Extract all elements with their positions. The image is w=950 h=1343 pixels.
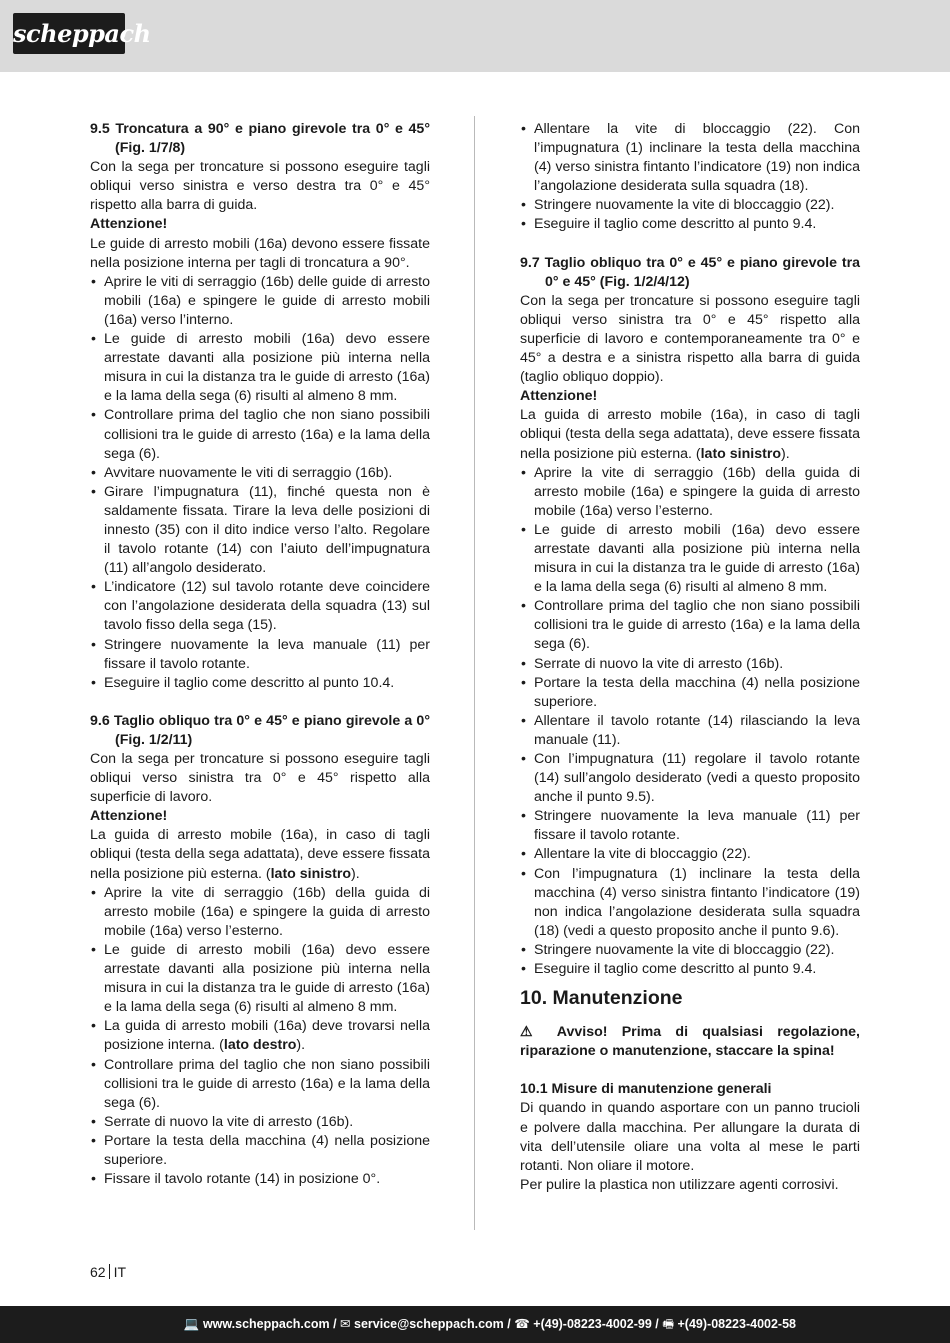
list-item: • Girare l’impugnatura (11), finché questa non è saldamente fissata. Tirare la leva delle posizioni di innesto (35) con il dito indice verso l’alto. Regolare il tavolo rotante (14) con l’aiuto dell’impugnatura (11) all’angolo desiderato. <box>90 483 430 578</box>
list-item: • Portare la testa della macchina (4) nella posizione superiore. <box>520 674 860 712</box>
list-item: • Controllare prima del taglio che non siano possibili collisioni tra le guide di arresto (16a) e la lama della sega (6). <box>90 1056 430 1113</box>
list-item: • Con l’impugnatura (11) regolare il tavolo rotante (14) sull’angolo desiderato (vedi a questo proposito anche il punto 9.5). <box>520 750 860 807</box>
section-10-1-heading: 10.1 Misure di manutenzione generali <box>520 1081 772 1098</box>
section-9-6-note: La guida di arresto mobile (16a), in caso di tagli obliqui (testa della sega adattata), deve essere fissata nella posizione più esterna. (lato sinistro). <box>90 827 430 882</box>
section-9-5-heading: 9.5 Troncatura a 90° e piano girevole tra 0° e 45° (Fig. 1/7/8) <box>90 121 430 157</box>
list-item: • Controllare prima del taglio che non siano possibili collisioni tra le guide di arresto (16a) e la lama della sega (6). <box>520 597 860 654</box>
email-link[interactable]: service@scheppach.com / <box>354 1317 511 1331</box>
section-9-6-steps <box>90 884 430 1190</box>
left-column <box>90 120 430 1189</box>
section-9-6-heading: 9.6 Taglio obliquo tra 0° e 45° e piano girevole a 0° (Fig. 1/2/11) <box>90 712 430 748</box>
brand-logo: scheppach <box>13 13 125 54</box>
page-header <box>0 0 950 72</box>
list-item: • Stringere nuovamente la leva manuale (11) per fissare il tavolo rotante. <box>90 636 430 674</box>
section-9-7-heading: 9.7 Taglio obliquo tra 0° e 45° e piano girevole tra 0° e 45° (Fig. 1/2/4/12) <box>520 254 860 290</box>
section-9-6-steps-continued <box>520 120 860 235</box>
list-item: • Aprire le viti di serraggio (16b) delle guide di arresto mobili (16a) e spingere le guide di arresto mobili (16a) verso l’interno. <box>90 273 430 330</box>
list-item: • Serrate di nuovo la vite di arresto (16b). <box>520 655 860 674</box>
list-item: • Allentare la vite di bloccaggio (22). <box>520 845 860 864</box>
section-9-5-note: Le guide di arresto mobili (16a) devono essere fissate nella posizione interna per tagli di troncatura a 90°. <box>90 235 430 271</box>
list-item: • L’indicatore (12) sul tavolo rotante deve coincidere con l’angolazione desiderata della squadra (13) sul tavolo fisso della sega (15). <box>90 578 430 635</box>
list-item: • Stringere nuovamente la vite di bloccaggio (22). <box>520 941 860 960</box>
list-item: • Eseguire il taglio come descritto al punto 10.4. <box>90 674 430 693</box>
list-item: • Portare la testa della macchina (4) nella posizione superiore. <box>90 1132 430 1170</box>
page-footer <box>0 1306 950 1343</box>
section-9-5-steps <box>90 273 430 693</box>
fax-icon: 🖷 <box>662 1317 675 1331</box>
list-item: • Le guide di arresto mobili (16a) devo essere arrestate davanti alla posizione più interna nella misura in cui la distanza tra le guide di arresto (16a) e la lama della sega (6) risulti al almeno 8 mm. <box>90 941 430 1017</box>
phone-number: +(49)-08223-4002-99 / <box>533 1317 659 1331</box>
list-item: • Allentare la vite di bloccaggio (22). Con l’impugnatura (1) inclinare la testa della macchina (4) verso sinistra fintanto l’indicatore (19) non indica l’angolazione desiderata sulla squadra (18). <box>520 120 860 196</box>
maintenance-warning: ⚠ Avviso! Prima di qualsiasi regolazione, riparazione o manutenzione, staccare la spina! <box>520 1024 860 1060</box>
list-item: • Stringere nuovamente la vite di bloccaggio (22). <box>520 196 860 215</box>
list-item: • Le guide di arresto mobili (16a) devo essere arrestate davanti alla posizione più interna nella misura in cui la distanza tra le guide di arresto (16a) e la lama della sega (6) risulti al almeno 8 mm. <box>90 330 430 406</box>
list-item: • Serrate di nuovo la vite di arresto (16b). <box>90 1113 430 1132</box>
list-item: • La guida di arresto mobili (16a) deve trovarsi nella posizione interna. (lato destro). <box>90 1017 430 1055</box>
list-item: • Controllare prima del taglio che non siano possibili collisioni tra le guide di arresto (16a) e la lama della sega (6). <box>90 406 430 463</box>
list-item: • Avvitare nuovamente le viti di serraggio (16b). <box>90 464 430 483</box>
section-9-5-intro: Con la sega per troncature si possono eseguire tagli obliqui verso sinistra e verso destra tra 0° e 45° rispetto alla barra di guida. <box>90 159 430 214</box>
attention-label: Attenzione! <box>520 388 598 405</box>
section-10-1-paragraph: Di quando in quando asportare con un panno trucioli e polvere dalla macchina. Per allungare la durata di vita dell’utensile oliare una volta al mese le parti rotanti. Non oliare il motore. <box>520 1100 860 1174</box>
warning-icon: ⚠ <box>520 1024 557 1041</box>
section-9-7-note: La guida di arresto mobile (16a), in caso di tagli obliqui (testa della sega adattata), deve essere fissata nella posizione più esterna. (lato sinistro). <box>520 407 860 462</box>
phone-icon: ☎ <box>514 1317 530 1331</box>
section-9-6-intro: Con la sega per troncature si possono eseguire tagli obliqui verso sinistra tra 0° e 45° rispetto alla superficie di lavoro. <box>90 751 430 806</box>
list-item: • Aprire la vite di serraggio (16b) della guida di arresto mobile (16a) e spingere la guida di arresto mobile (16a) verso l’esterno. <box>90 884 430 941</box>
list-item: • Fissare il tavolo rotante (14) in posizione 0°. <box>90 1170 430 1189</box>
list-item: • Aprire la vite di serraggio (16b) della guida di arresto mobile (16a) e spingere la guida di arresto mobile (16a) verso l’esterno. <box>520 464 860 521</box>
list-item: • Le guide di arresto mobili (16a) devo essere arrestate davanti alla posizione più interna nella misura in cui la distanza tra le guide di arresto (16a) e la lama della sega (6) risulti al almeno 8 mm. <box>520 521 860 597</box>
section-10-heading: 10. Manutenzione <box>520 987 683 1010</box>
right-column <box>520 120 860 1195</box>
envelope-icon: ✉ <box>340 1317 351 1331</box>
list-item: • Con l’impugnatura (1) inclinare la testa della macchina (4) verso sinistra fintanto l’indicatore (19) non indica l’angolazione desiderata sulla squadra (18) (vedi a questo proposito anche il punto 9.6). <box>520 865 860 941</box>
attention-label: Attenzione! <box>90 216 168 233</box>
attention-label: Attenzione! <box>90 808 168 825</box>
section-10-1-paragraph: Per pulire la plastica non utilizzare agenti corrosivi. <box>520 1176 839 1193</box>
website-link[interactable]: www.scheppach.com / <box>202 1317 337 1331</box>
computer-icon: 💻 <box>183 1317 200 1331</box>
list-item: • Eseguire il taglio come descritto al punto 9.4. <box>520 960 860 979</box>
page-number: 62 IT <box>90 1264 127 1280</box>
section-9-7-intro: Con la sega per troncature si possono eseguire tagli obliqui verso sinistra tra 0° e 45° rispetto alla superficie di lavoro e contemporaneamente tra 0° e 45° a destra e a sinistra rispetto alla barra di guida (taglio obliquo doppio). <box>520 292 860 386</box>
list-item: • Eseguire il taglio come descritto al punto 9.4. <box>520 215 860 234</box>
fax-number: +(49)-08223-4002-58 <box>677 1317 796 1331</box>
list-item: • Allentare il tavolo rotante (14) rilasciando la leva manuale (11). <box>520 712 860 750</box>
section-9-7-steps <box>520 464 860 980</box>
list-item: • Stringere nuovamente la leva manuale (11) per fissare il tavolo rotante. <box>520 807 860 845</box>
column-divider <box>474 116 475 1230</box>
